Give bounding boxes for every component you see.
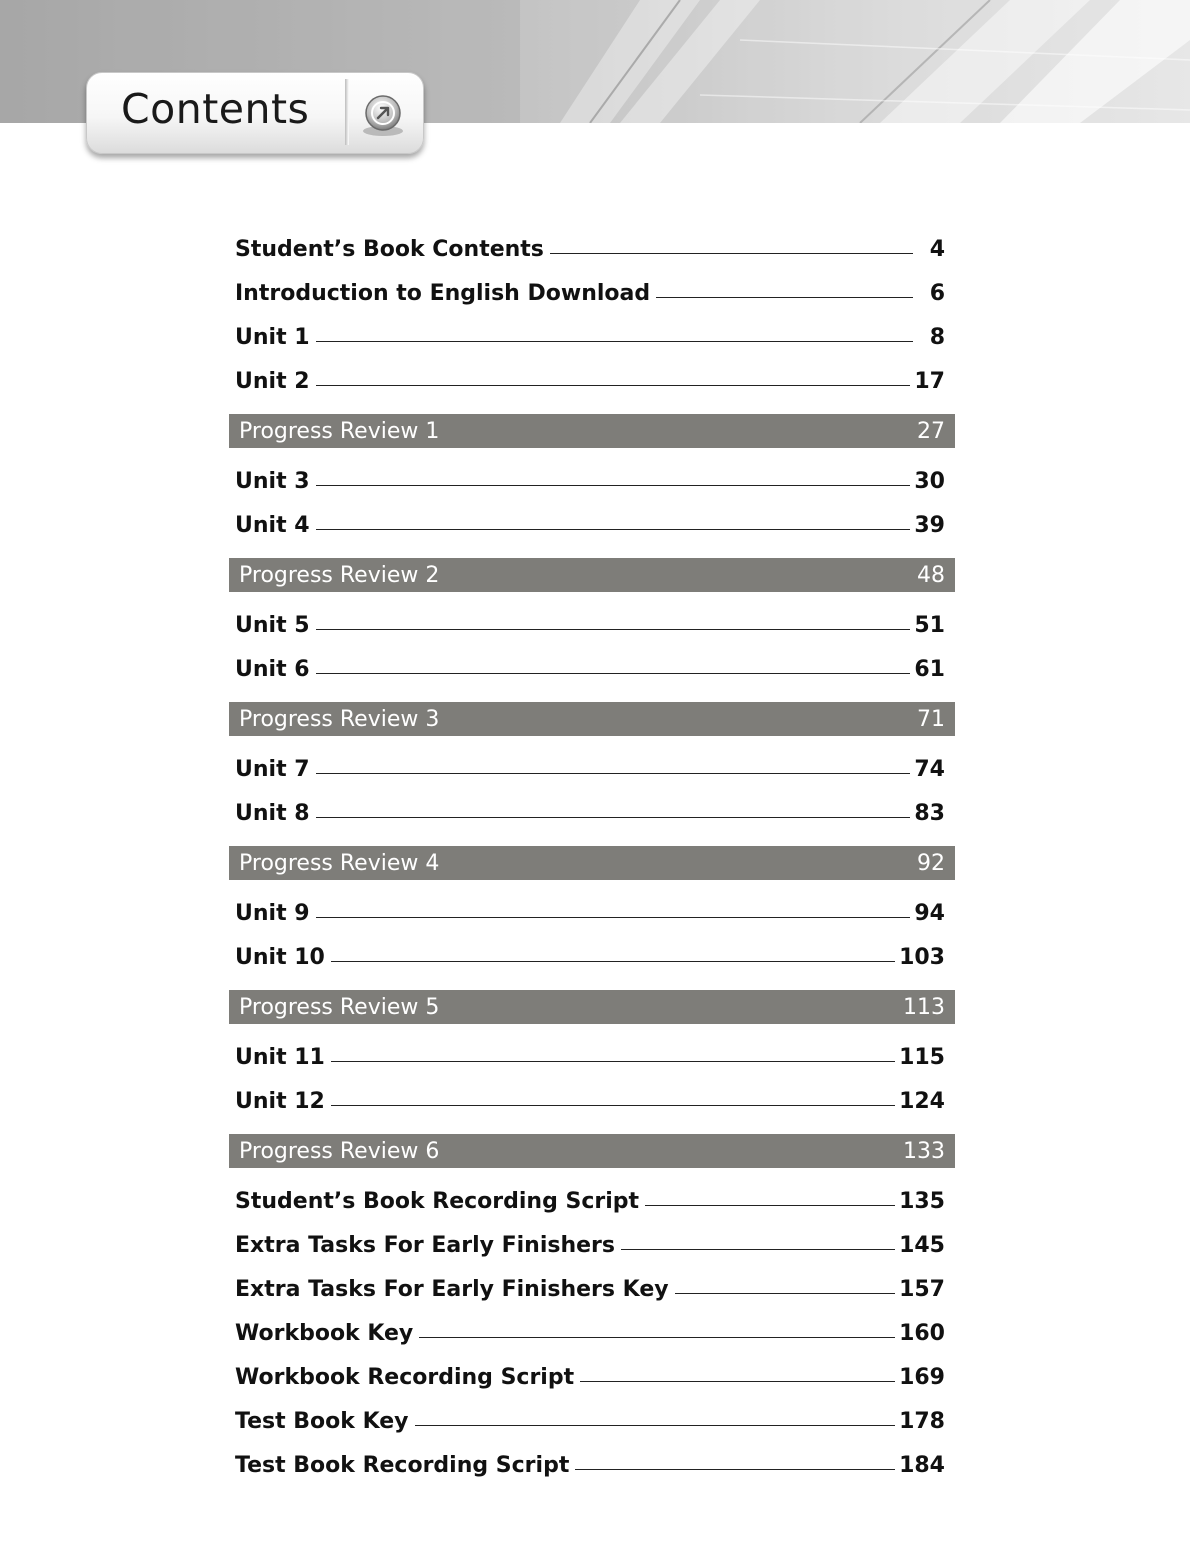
toc-page: 169: [899, 1365, 945, 1390]
toc-page: 17: [914, 369, 945, 394]
toc-label: Unit 2: [235, 369, 310, 394]
progress-review-bar[interactable]: [229, 846, 955, 880]
toc-page: 135: [899, 1189, 945, 1214]
toc-page: 103: [899, 945, 945, 970]
toc-row[interactable]: [229, 1036, 955, 1080]
leader-line: [316, 341, 913, 342]
leader-line: [316, 673, 911, 674]
toc-page: 157: [899, 1277, 945, 1302]
leader-line: [331, 1105, 895, 1106]
toc-label: Unit 4: [235, 513, 310, 538]
toc-page: 39: [914, 513, 945, 538]
toc-page: 83: [914, 801, 945, 826]
toc-row[interactable]: [229, 1400, 955, 1444]
leader-line: [316, 629, 911, 630]
progress-review-bar[interactable]: [229, 1134, 955, 1168]
progress-review-bar[interactable]: [229, 414, 955, 448]
leader-line: [316, 773, 911, 774]
tab-divider: [345, 79, 349, 145]
leader-line: [415, 1425, 896, 1426]
section-label: Progress Review 6: [239, 1138, 440, 1164]
section-page: 48: [917, 562, 945, 588]
leader-line: [575, 1469, 895, 1470]
toc-page: 4: [929, 237, 945, 262]
leader-line: [675, 1293, 895, 1294]
toc-label: Test Book Recording Script: [235, 1453, 570, 1478]
section-page: 27: [917, 418, 945, 444]
progress-review-bar[interactable]: [229, 702, 955, 736]
toc-label: Unit 7: [235, 757, 310, 782]
leader-line: [316, 485, 911, 486]
toc-label: Unit 11: [235, 1045, 325, 1070]
contents-tab: [86, 72, 424, 154]
section-label: Progress Review 2: [239, 562, 440, 588]
leader-line: [316, 529, 911, 530]
toc-label: Unit 5: [235, 613, 310, 638]
toc-row[interactable]: [229, 748, 955, 792]
toc-page: 115: [899, 1045, 945, 1070]
toc-label: Unit 1: [235, 325, 310, 350]
toc-page: 6: [929, 281, 945, 306]
toc-row[interactable]: [229, 1224, 955, 1268]
toc-row[interactable]: [229, 1356, 955, 1400]
toc-row[interactable]: [229, 272, 955, 316]
toc-row[interactable]: [229, 1180, 955, 1224]
leader-line: [331, 961, 895, 962]
page-title: Contents: [121, 85, 310, 133]
toc-label: Unit 6: [235, 657, 310, 682]
leader-line: [419, 1337, 895, 1338]
toc-label: Introduction to English Download: [235, 281, 651, 306]
toc-label: Unit 8: [235, 801, 310, 826]
leader-line: [316, 917, 911, 918]
toc-row[interactable]: [229, 936, 955, 980]
toc-row[interactable]: [229, 892, 955, 936]
toc-label: Extra Tasks For Early Finishers: [235, 1233, 616, 1258]
leader-line: [316, 385, 911, 386]
toc-page: 30: [914, 469, 945, 494]
section-page: 71: [917, 706, 945, 732]
toc-row[interactable]: [229, 1268, 955, 1312]
toc-label: Unit 3: [235, 469, 310, 494]
progress-review-bar[interactable]: [229, 558, 955, 592]
toc-page: 124: [899, 1089, 945, 1114]
toc-row[interactable]: [229, 792, 955, 836]
toc-page: 178: [899, 1409, 945, 1434]
leader-line: [316, 817, 911, 818]
section-page: 133: [903, 1138, 945, 1164]
toc-page: 74: [914, 757, 945, 782]
toc-page: 94: [914, 901, 945, 926]
arrow-circle-icon: [359, 91, 407, 139]
toc-page: 160: [899, 1321, 945, 1346]
toc-row[interactable]: [229, 460, 955, 504]
toc-row[interactable]: [229, 228, 955, 272]
leader-line: [331, 1061, 895, 1062]
toc-page: 8: [929, 325, 945, 350]
toc-label: Workbook Key: [235, 1321, 414, 1346]
toc-page: 61: [914, 657, 945, 682]
section-label: Progress Review 3: [239, 706, 440, 732]
toc-label: Extra Tasks For Early Finishers Key: [235, 1277, 669, 1302]
leader-line: [645, 1205, 895, 1206]
toc-label: Workbook Recording Script: [235, 1365, 575, 1390]
toc-row[interactable]: [229, 316, 955, 360]
toc-row[interactable]: [229, 604, 955, 648]
toc-row[interactable]: [229, 360, 955, 404]
toc-page: 184: [899, 1453, 945, 1478]
toc-row[interactable]: [229, 504, 955, 548]
toc-row[interactable]: [229, 1444, 955, 1488]
section-label: Progress Review 4: [239, 850, 440, 876]
section-page: 92: [917, 850, 945, 876]
section-label: Progress Review 5: [239, 994, 440, 1020]
section-label: Progress Review 1: [239, 418, 440, 444]
leader-line: [656, 297, 913, 298]
toc-label: Unit 12: [235, 1089, 325, 1114]
leader-line: [580, 1381, 895, 1382]
toc-label: Student’s Book Contents: [235, 237, 544, 262]
toc-label: Unit 9: [235, 901, 310, 926]
toc-label: Student’s Book Recording Script: [235, 1189, 640, 1214]
toc-row[interactable]: [229, 1080, 955, 1124]
table-of-contents: [229, 228, 955, 1488]
toc-row[interactable]: [229, 648, 955, 692]
toc-page: 145: [899, 1233, 945, 1258]
toc-label: Test Book Key: [235, 1409, 409, 1434]
toc-page: 51: [914, 613, 945, 638]
leader-line: [550, 253, 913, 254]
section-page: 113: [903, 994, 945, 1020]
toc-label: Unit 10: [235, 945, 325, 970]
toc-row[interactable]: [229, 1312, 955, 1356]
progress-review-bar[interactable]: [229, 990, 955, 1024]
leader-line: [621, 1249, 895, 1250]
